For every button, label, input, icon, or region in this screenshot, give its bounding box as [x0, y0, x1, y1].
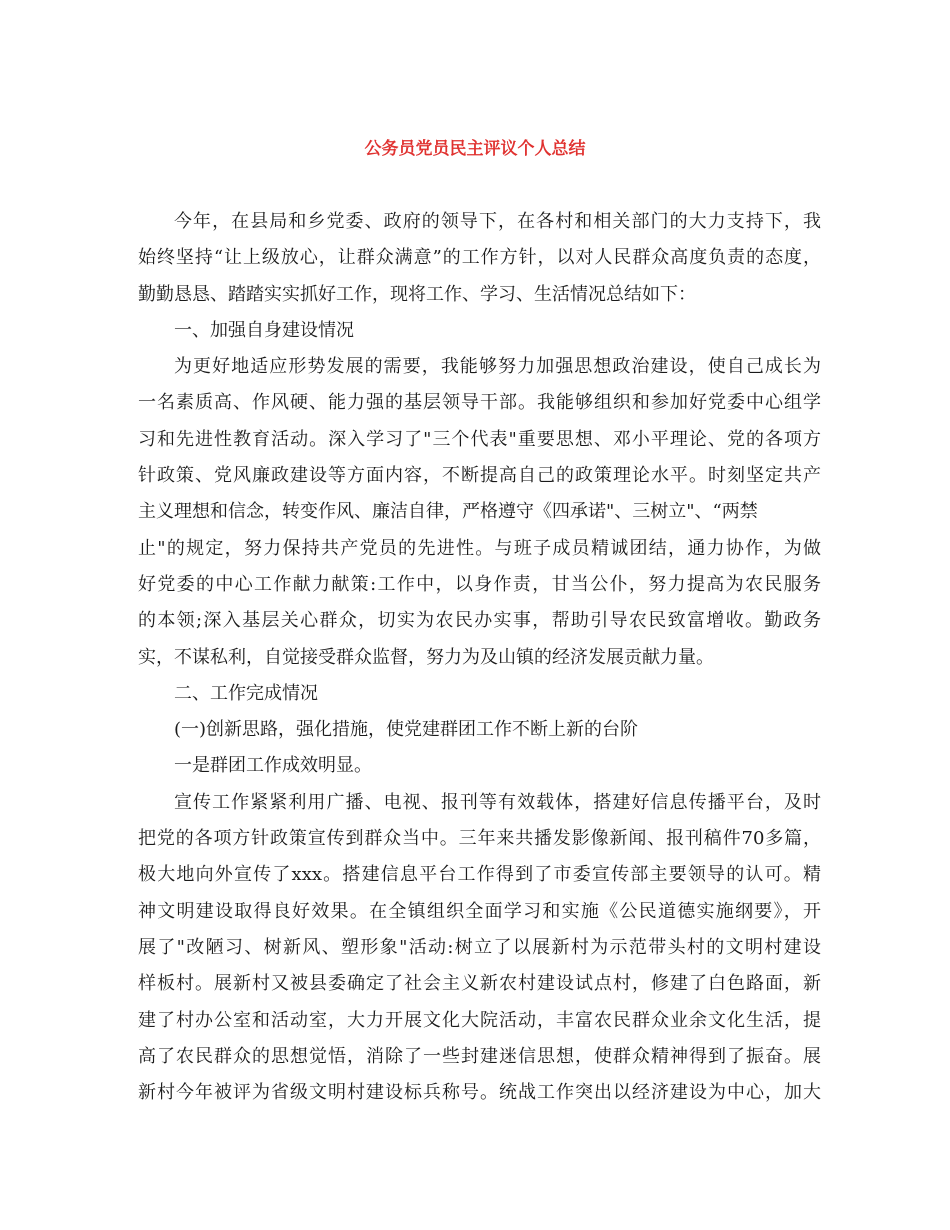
paragraph-line: 为更好地适应形势发展的需要，我能够努力加强思想政治建设，使自己成长为	[174, 356, 821, 378]
paragraph-line: 把党的各项方针政策宣传到群众当中。三年来共播发影像新闻、报刊稿件70多篇，	[138, 828, 821, 850]
paragraph-line: 一、加强自身建设情况	[174, 319, 354, 341]
paragraph-line: 实，不谋私利，自觉接受群众监督，努力为及山镇的经济发展贡献力量。	[138, 646, 714, 668]
document-title: 公务员党员民主评议个人总结	[364, 139, 586, 159]
paragraph-line: 极大地向外宣传了xxx。搭建信息平台工作得到了市委宣传部主要领导的认可。精	[138, 864, 821, 886]
paragraph-line: 高了农民群众的思想觉悟，消除了一些封建迷信思想，使群众精神得到了振奋。展	[138, 1045, 821, 1067]
paragraph-line: 展了"改陋习、树新风、塑形象"活动:树立了以展新村为示范带头村的文明村建设	[138, 936, 821, 958]
paragraph-line: 样板村。展新村又被县委确定了社会主义新农村建设试点村，修建了白色路面，新	[138, 973, 821, 995]
paragraph-line: (一)创新思路，强化措施，使党建群团工作不断上新的台阶	[174, 719, 639, 741]
paragraph-line: 建了村办公室和活动室，大力开展文化大院活动，丰富农民群众业余文化生活，提	[138, 1009, 821, 1031]
paragraph-line: 今年，在县局和乡党委、政府的领导下，在各村和相关部门的大力支持下，我	[174, 211, 821, 232]
paragraph-line: 止"的规定，努力保持共产党员的先进性。与班子成员精诚团结，通力协作，为做	[138, 537, 821, 559]
paragraph-line: 习和先进性教育活动。深入学习了"三个代表"重要思想、邓小平理论、党的各项方	[138, 428, 821, 450]
paragraph-line: 新村今年被评为省级文明村建设标兵称号。统战工作突出以经济建设为中心，加大	[138, 1082, 821, 1104]
paragraph-line: 神文明建设取得良好效果。在全镇组织全面学习和实施《公民道德实施纲要》，开	[138, 900, 821, 922]
paragraph-line: 二、工作完成情况	[174, 682, 318, 704]
document-body	[138, 204, 821, 1111]
paragraph-line: 一名素质高、作风硬、能力强的基层领导干部。我能够组织和参加好党委中心组学	[138, 392, 821, 414]
paragraph-line: 主义理想和信念，转变作风、廉洁自律，严格遵守《四承诺"、三树立"、“两禁	[138, 501, 758, 523]
paragraph-line: 一是群团工作成效明显。	[174, 755, 372, 777]
paragraph-line: 针政策、党风廉政建设等方面内容，不断提高自己的政策理论水平。时刻坚定共产	[138, 465, 821, 487]
paragraph-line: 勤勤恳恳、踏踏实实抓好工作，现将工作、学习、生活情况总结如下：	[138, 283, 696, 305]
paragraph-line: 的本领;深入基层关心群众，切实为农民办实事，帮助引导农民致富增收。勤政务	[138, 610, 821, 632]
paragraph-line: 宣传工作紧紧利用广播、电视、报刊等有效载体，搭建好信息传播平台，及时	[174, 791, 821, 813]
paragraph-line: 好党委的中心工作献力献策:工作中，以身作责，甘当公仆，努力提高为农民服务	[138, 573, 821, 595]
paragraph-line: 始终坚持“让上级放心，让群众满意”的工作方针，以对人民群众高度负责的态度，	[138, 247, 821, 269]
